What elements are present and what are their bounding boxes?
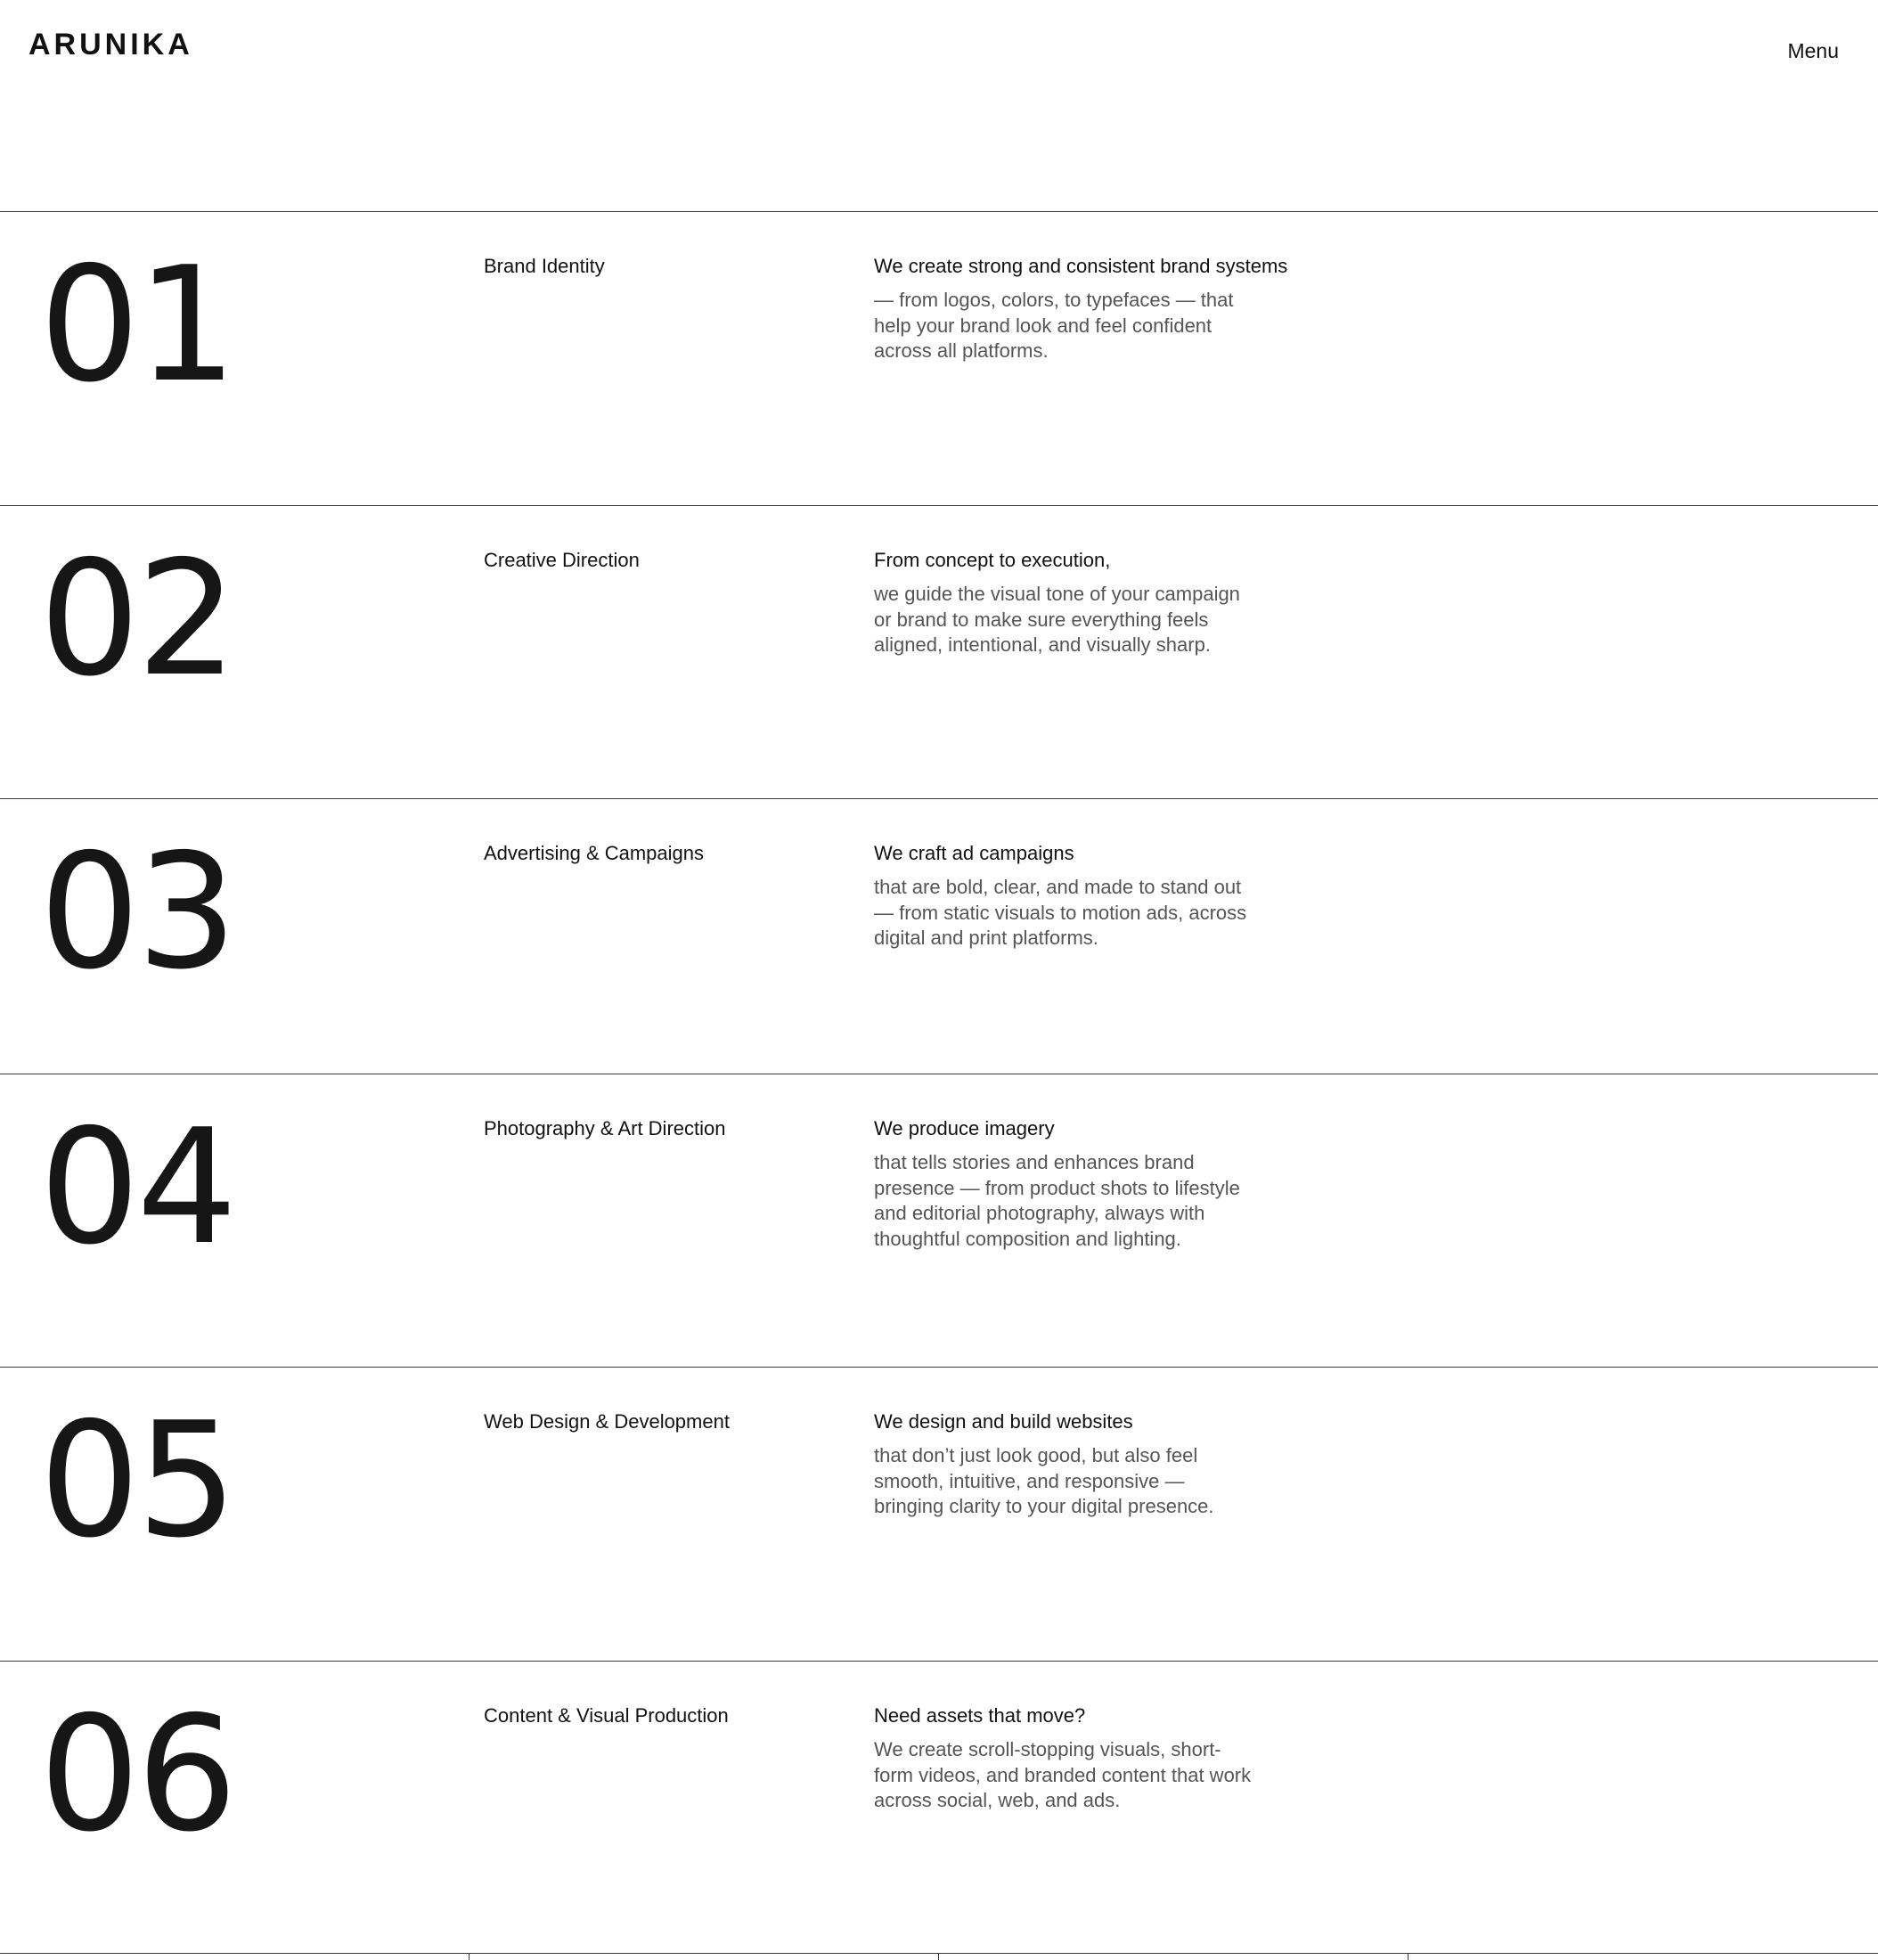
service-body: that are bold, clear, and made to stand out — from static visuals to motion ads, across digital and print platforms.	[874, 876, 1247, 950]
service-number: 06	[39, 1682, 234, 1866]
service-body: — from logos, colors, to typefaces — that help your brand look and feel confident across all platforms.	[874, 289, 1234, 363]
service-headline: We craft ad campaigns	[874, 842, 1074, 864]
service-row-content-production	[0, 1661, 1878, 1953]
service-title: Creative Direction	[484, 549, 640, 571]
grid-column-divider	[469, 1953, 470, 1960]
service-row-web-design	[0, 1367, 1878, 1661]
service-number: 04	[39, 1095, 234, 1279]
service-number: 01	[39, 233, 234, 417]
service-description	[874, 1704, 1284, 1814]
service-title: Content & Visual Production	[484, 1704, 729, 1727]
service-body: we guide the visual tone of your campaign or brand to make sure everything feels aligned, intentional, and visually sharp.	[874, 583, 1240, 657]
service-description	[874, 1117, 1284, 1252]
service-number: 03	[39, 820, 234, 1004]
service-row-creative-direction	[0, 505, 1878, 798]
section-divider	[0, 1953, 1878, 1954]
brand-logo[interactable]: ARUNIKA	[29, 28, 193, 61]
service-title: Photography & Art Direction	[484, 1117, 726, 1139]
service-row-advertising	[0, 798, 1878, 1074]
service-title: Web Design & Development	[484, 1410, 730, 1433]
service-number: 02	[39, 527, 234, 711]
menu-button[interactable]: Menu	[1787, 39, 1839, 62]
service-headline: From concept to execution,	[874, 549, 1111, 571]
service-body: We create scroll-stopping visuals, short-form videos, and branded content that work across social, web, and ads.	[874, 1738, 1252, 1812]
service-row-brand-identity	[0, 211, 1878, 505]
service-description	[874, 255, 1288, 364]
service-title: Brand Identity	[484, 255, 605, 277]
service-description	[874, 842, 1284, 951]
service-headline: We design and build websites	[874, 1410, 1133, 1433]
service-body: that don’t just look good, but also feel smooth, intuitive, and responsive — bringing clarity to your digital presence.	[874, 1444, 1214, 1518]
grid-column-divider	[938, 1953, 939, 1960]
service-headline: We create strong and consistent brand systems	[874, 255, 1288, 277]
site-header	[0, 0, 1878, 107]
service-description	[874, 549, 1284, 658]
service-number: 05	[39, 1388, 234, 1572]
service-description	[874, 1410, 1284, 1520]
service-body: that tells stories and enhances brand presence — from product shots to lifestyle and editorial photography, always with thoughtful composition and lighting.	[874, 1151, 1240, 1250]
service-title: Advertising & Campaigns	[484, 842, 705, 864]
service-headline: Need assets that move?	[874, 1704, 1086, 1727]
services-list	[0, 211, 1878, 1953]
service-headline: We produce imagery	[874, 1117, 1055, 1139]
service-row-photography	[0, 1074, 1878, 1367]
